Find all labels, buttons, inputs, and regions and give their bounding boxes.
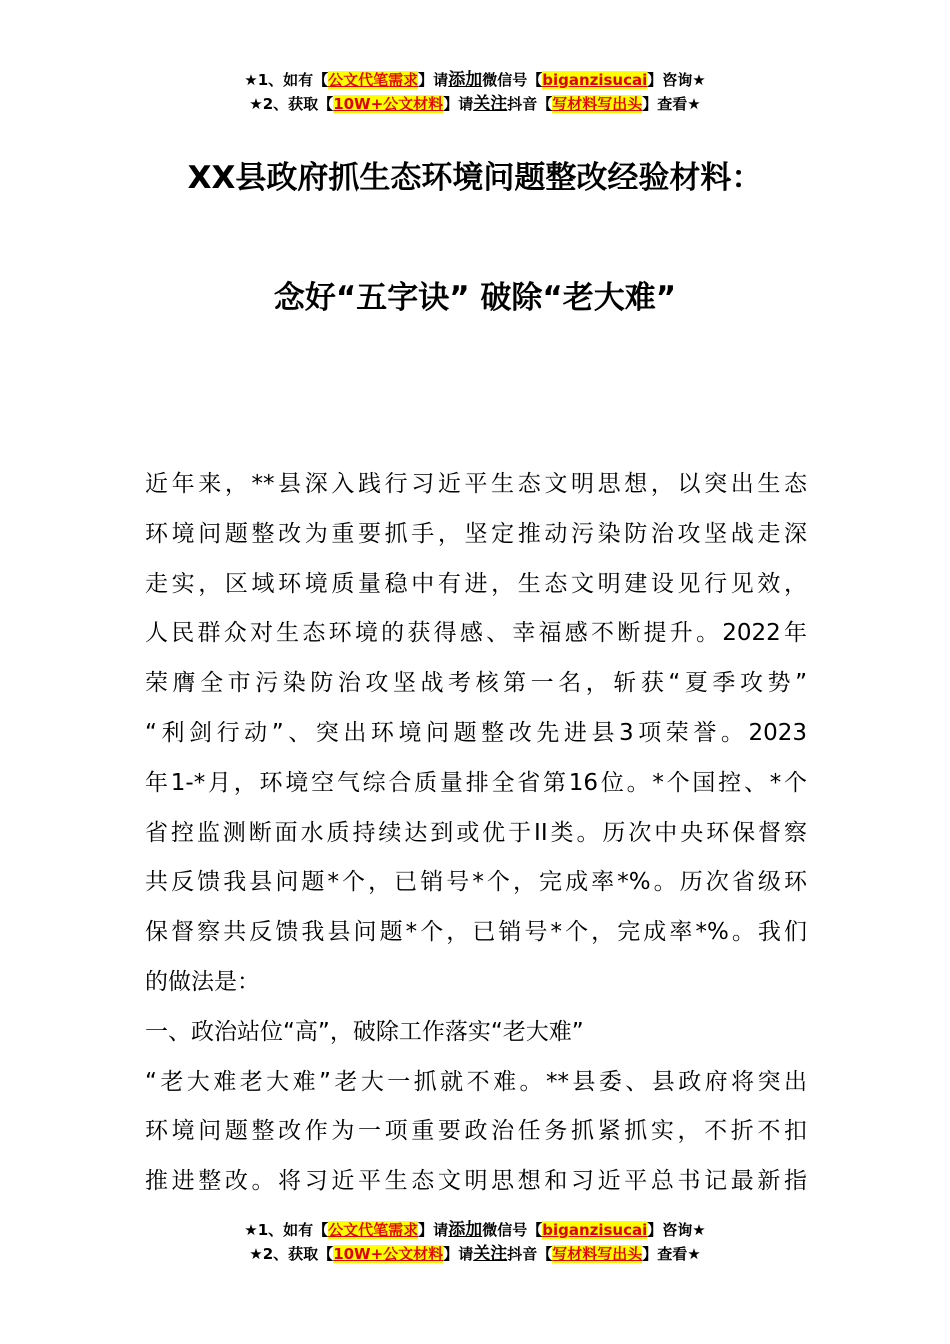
section-heading: 一、政治站位“高”，破除工作落实“老大难” [145,1018,584,1045]
body-line: 省控监测断面水质持续达到或优于II类。历次中央环保督察 [145,819,807,846]
document-subtitle: 念好“五字诀” 破除“老大难” [273,280,677,316]
promo-text: 微信号【 [482,71,543,89]
body-line: 走实，区域环境质量稳中有进，生态文明建设见行见效， [145,570,807,597]
promo-highlight: 公文代笔需求 [328,1221,419,1239]
promo-text: 】请 [443,1245,474,1263]
promo-text: 】请 [443,95,474,113]
promo-text: 】请 [418,71,449,89]
body-line: 年1-*月，环境空气综合质量排全省第16位。*个国控、*个 [145,769,807,796]
top-promo-banner [0,68,950,116]
promo-underline: 添加 [448,70,483,90]
document-title: XX县政府抓生态环境问题整改经验材料： [187,160,763,196]
document-body [145,460,807,1207]
promo-text: 抖音【 [507,1245,553,1263]
body-line: 共反馈我县问题*个，已销号*个，完成率*%。历次省级环 [145,869,807,896]
promo-text: ★2、获取【 [249,1245,334,1263]
promo-highlight: 写材料写出头 [552,1245,643,1263]
promo-line-1 [0,1218,950,1242]
body-line: 环境问题整改为重要抓手，坚定推动污染防治攻坚战走深 [145,520,807,547]
promo-text: ★2、获取【 [249,95,334,113]
body-line: 近年来，**县深入践行习近平生态文明思想，以突出生态 [145,471,807,497]
promo-line-2 [0,1242,950,1266]
promo-text: 微信号【 [482,1221,543,1239]
body-line: 的做法是： [145,968,260,995]
body-line: 荣膺全市污染防治攻坚战考核第一名，斩获“夏季攻势” [145,670,807,697]
promo-line-1 [0,68,950,92]
promo-text: 】咨询★ [647,71,706,89]
promo-highlight: 10W+公文材料 [333,1245,444,1263]
promo-text: ★1、如有【 [244,71,329,89]
body-line: 环境问题整改作为一项重要政治任务抓紧抓实，不折不扣 [145,1118,807,1145]
body-line: 推进整改。将习近平生态文明思想和习近平总书记最新指 [145,1168,807,1195]
promo-highlight: biganzisucai [542,1221,648,1239]
body-line: “利剑行动”、突出环境问题整改先进县3项荣誉。2023 [145,719,807,746]
promo-line-2 [0,92,950,116]
body-line: 人民群众对生态环境的获得感、幸福感不断提升。2022年 [145,620,807,647]
promo-text: ★1、如有【 [244,1221,329,1239]
promo-highlight: 写材料写出头 [552,95,643,113]
promo-text: 】请 [418,1221,449,1239]
body-line: 保督察共反馈我县问题*个，已销号*个，完成率*%。我们 [145,919,807,946]
promo-text: 】查看★ [642,1245,701,1263]
promo-highlight: biganzisucai [542,71,648,89]
promo-highlight: 10W+公文材料 [333,95,444,113]
promo-highlight: 公文代笔需求 [328,71,419,89]
promo-text: 】咨询★ [647,1221,706,1239]
promo-underline: 关注 [473,94,508,114]
promo-underline: 关注 [473,1244,508,1264]
bottom-promo-banner [0,1218,950,1266]
promo-text: 抖音【 [507,95,553,113]
promo-text: 】查看★ [642,95,701,113]
body-line: “老大难老大难”老大一抓就不难。**县委、县政府将突出 [145,1068,807,1095]
promo-underline: 添加 [448,1220,483,1240]
